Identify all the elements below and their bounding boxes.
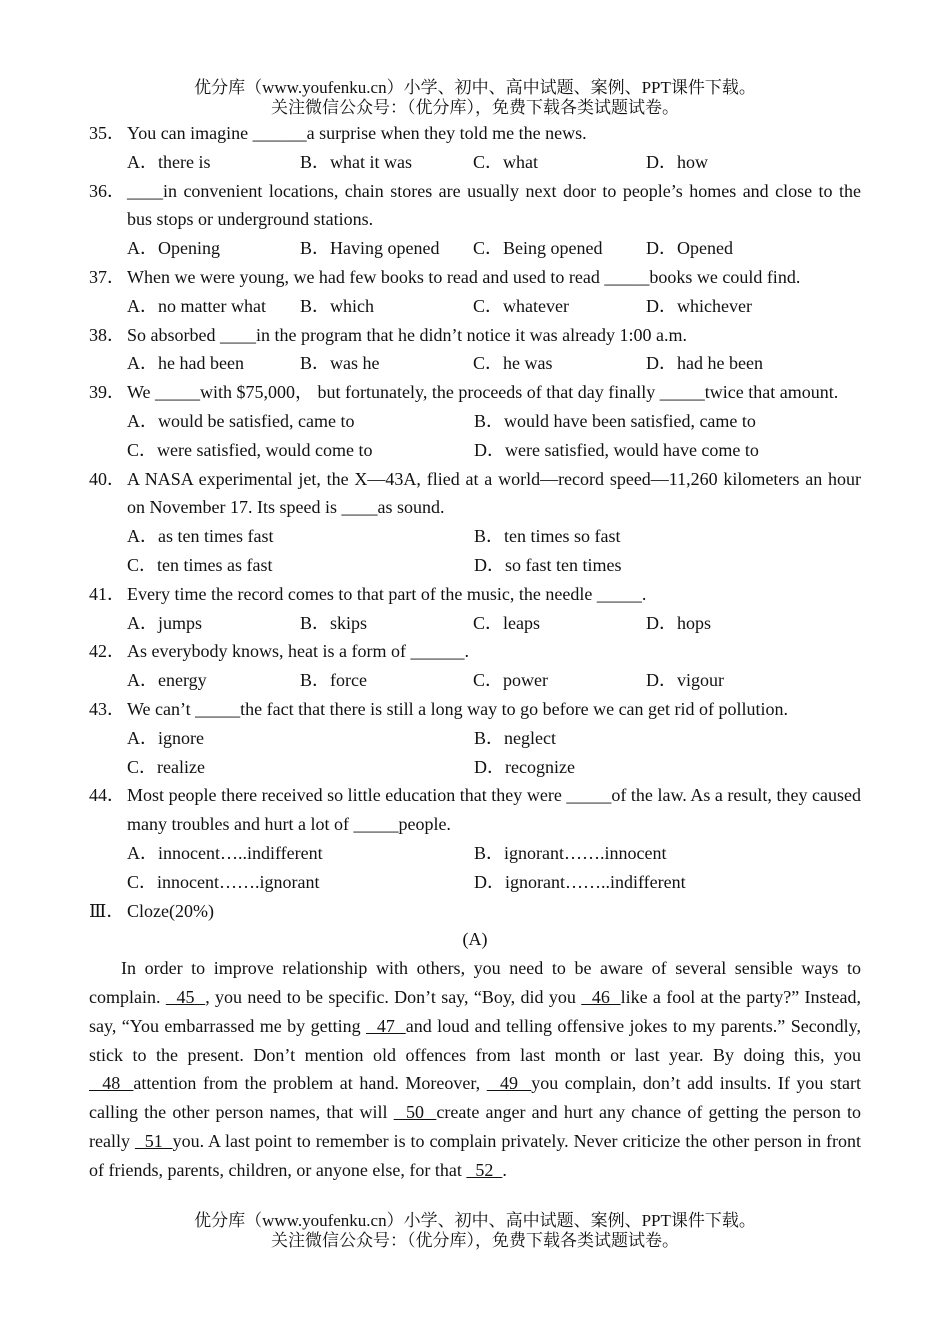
cloze-blank: 45 <box>165 986 206 1007</box>
answer-option: D．Opened <box>646 238 733 259</box>
answer-option: C．innocent…….ignorant <box>127 871 320 892</box>
question <box>89 119 861 148</box>
answer-option: A．he had been <box>127 353 244 374</box>
question <box>89 781 861 839</box>
answer-option: D．how <box>646 151 708 172</box>
answer-option: B．which <box>300 295 374 316</box>
answer-option: D．recognize <box>474 756 575 777</box>
answer-option: B．force <box>300 670 367 691</box>
answer-options <box>89 839 861 897</box>
answer-option: B．was he <box>300 353 380 374</box>
question-number: 42． <box>89 641 125 662</box>
answer-option: C．what <box>473 151 538 172</box>
question <box>89 465 861 523</box>
answer-option: A．energy <box>127 670 207 691</box>
answer-option: B．ignorant…….innocent <box>474 842 667 863</box>
answer-option: B．would have been satisfied, came to <box>474 410 756 431</box>
question-text: So absorbed ____in the program that he didn’t notice it was already 1:00 a.m. <box>127 324 688 345</box>
header-line-2: 关注微信公众号：（优分库），免费下载各类试题试卷。 <box>271 98 679 117</box>
answer-option: A．ignore <box>127 727 204 748</box>
answer-option: B．ten times so fast <box>474 526 621 547</box>
question-number: 36． <box>89 180 125 201</box>
answer-option: A．would be satisfied, came to <box>127 410 355 431</box>
question-text: We can’t _____the fact that there is still a long way to go before we can get rid of pollution. <box>127 698 789 719</box>
question-text: A NASA experimental jet, the X—43A, flied at a world—record speed—11,260 kilometers an hour on November 17. Its speed is ____as sound. <box>127 468 861 518</box>
answer-option: B．neglect <box>474 727 556 748</box>
answer-options <box>89 148 861 177</box>
cloze-blank: 46 <box>581 986 621 1007</box>
passage-text: attention from the problem at hand. Moreover, <box>133 1073 487 1094</box>
passage-text: you. A last point to remember is to complain privately. Never criticize the other person in front of friends, parents, children, or anyone else, for that <box>89 1130 861 1180</box>
answer-option: A．Opening <box>127 238 220 259</box>
answer-option: D．so fast ten times <box>474 554 622 575</box>
answer-option: D．ignorant……..indifferent <box>474 871 686 892</box>
section-title: Cloze(20%) <box>127 900 214 921</box>
answer-options <box>89 609 861 638</box>
answer-options <box>89 724 861 782</box>
answer-option: D．whichever <box>646 295 752 316</box>
question-list <box>89 119 861 897</box>
answer-option: A．jumps <box>127 612 203 633</box>
section-number: Ⅲ． <box>89 900 125 921</box>
question-number: 35． <box>89 123 125 143</box>
question-number: 38． <box>89 324 125 345</box>
section-heading <box>89 897 861 926</box>
cloze-blank: 47 <box>366 1015 406 1036</box>
answer-option: A．innocent…..indifferent <box>127 842 323 863</box>
passage-text: create anger and hurt any chance of getting the person to really <box>89 1102 861 1151</box>
question-text: Every time the record comes to that part of the music, the needle _____. <box>127 583 647 604</box>
question-text: You can imagine ______a surprise when they told me the news. <box>127 123 587 143</box>
question <box>89 695 861 724</box>
question-text: As everybody knows, heat is a form of ______. <box>127 641 469 662</box>
question-text: Most people there received so little education that they were _____of the law. As a result, they caused many troubles and hurt a lot of _____people. <box>127 785 861 835</box>
question-number: 37． <box>89 266 125 287</box>
answer-option: B．what it was <box>300 151 412 172</box>
header-line-1: 优分库（www.youfenku.cn）小学、初中、高中试题、案例、PPT课件下载。 <box>194 78 756 97</box>
passage-text: you complain, don’t add insults. If you start calling the other person names, that will <box>89 1073 862 1123</box>
passage-text: In order to improve relationship with others, you need to be aware of several sensible ways to complain. <box>89 958 861 1007</box>
question-number: 41． <box>89 583 125 604</box>
answer-option: C．ten times as fast <box>127 554 273 575</box>
question-text: When we were young, we had few books to read and used to read _____books we could find. <box>127 266 801 287</box>
answer-options <box>89 666 861 695</box>
passage-text: , you need to be specific. Don’t say, “Boy, did you <box>205 986 582 1007</box>
page-header <box>0 78 950 118</box>
answer-options <box>89 292 861 321</box>
question <box>89 177 861 235</box>
question <box>89 378 861 407</box>
answer-options <box>89 349 861 378</box>
answer-option: C．he was <box>473 353 553 374</box>
answer-option: B．Having opened <box>300 238 440 259</box>
footer-line-2: 关注微信公众号：（优分库），免费下载各类试题试卷。 <box>271 1231 679 1250</box>
cloze-passage <box>89 954 861 1184</box>
cloze-blank: 49 <box>486 1073 532 1094</box>
footer-line-1: 优分库（www.youfenku.cn）小学、初中、高中试题、案例、PPT课件下载。 <box>194 1211 756 1230</box>
answer-option: C．whatever <box>473 295 569 316</box>
answer-option: A．no matter what <box>127 295 266 316</box>
passage-text: . <box>502 1159 507 1180</box>
question-text: We _____with $75,000， but fortunately, the proceeds of that day finally _____twice that amount. <box>127 382 839 403</box>
exam-content <box>89 119 861 1184</box>
answer-option: C．Being opened <box>473 238 603 259</box>
answer-option: C．were satisfied, would come to <box>127 439 373 460</box>
question <box>89 321 861 350</box>
answer-options <box>89 234 861 263</box>
passage-text: and loud and telling offensive jokes to my parents.” Secondly, stick to the present. Don’t mention old offences from last month or last year. By doing this, you <box>89 1015 862 1065</box>
page-footer <box>0 1211 950 1251</box>
question <box>89 580 861 609</box>
question-text: ____in convenient locations, chain stores are usually next door to people’s homes and close to the bus stops or underground stations. <box>127 180 861 230</box>
answer-option: C．power <box>473 670 548 691</box>
answer-option: D．had he been <box>646 353 763 374</box>
passage-label: (A) <box>462 929 488 950</box>
question <box>89 263 861 292</box>
question-number: 44． <box>89 785 125 806</box>
question-number: 40． <box>89 468 125 489</box>
answer-option: A．as ten times fast <box>127 526 274 547</box>
cloze-blank: 51 <box>134 1130 173 1151</box>
answer-option: C．realize <box>127 756 205 777</box>
cloze-blank: 50 <box>393 1102 437 1123</box>
answer-option: A．there is <box>127 151 211 172</box>
question-number: 39． <box>89 382 125 403</box>
answer-option: D．hops <box>646 612 712 633</box>
answer-option: D．were satisfied, would have come to <box>474 439 759 460</box>
answer-option: D．vigour <box>646 670 724 691</box>
cloze-blank: 48 <box>89 1073 134 1094</box>
cloze-blank: 52 <box>466 1159 503 1180</box>
answer-option: B．skips <box>300 612 368 633</box>
answer-options <box>89 407 861 465</box>
answer-option: C．leaps <box>473 612 540 633</box>
answer-options <box>89 522 861 580</box>
passage-text: like a fool at the party?” Instead, say, “You embarrassed me by getting <box>89 986 862 1036</box>
question-number: 43． <box>89 698 125 719</box>
question <box>89 637 861 666</box>
